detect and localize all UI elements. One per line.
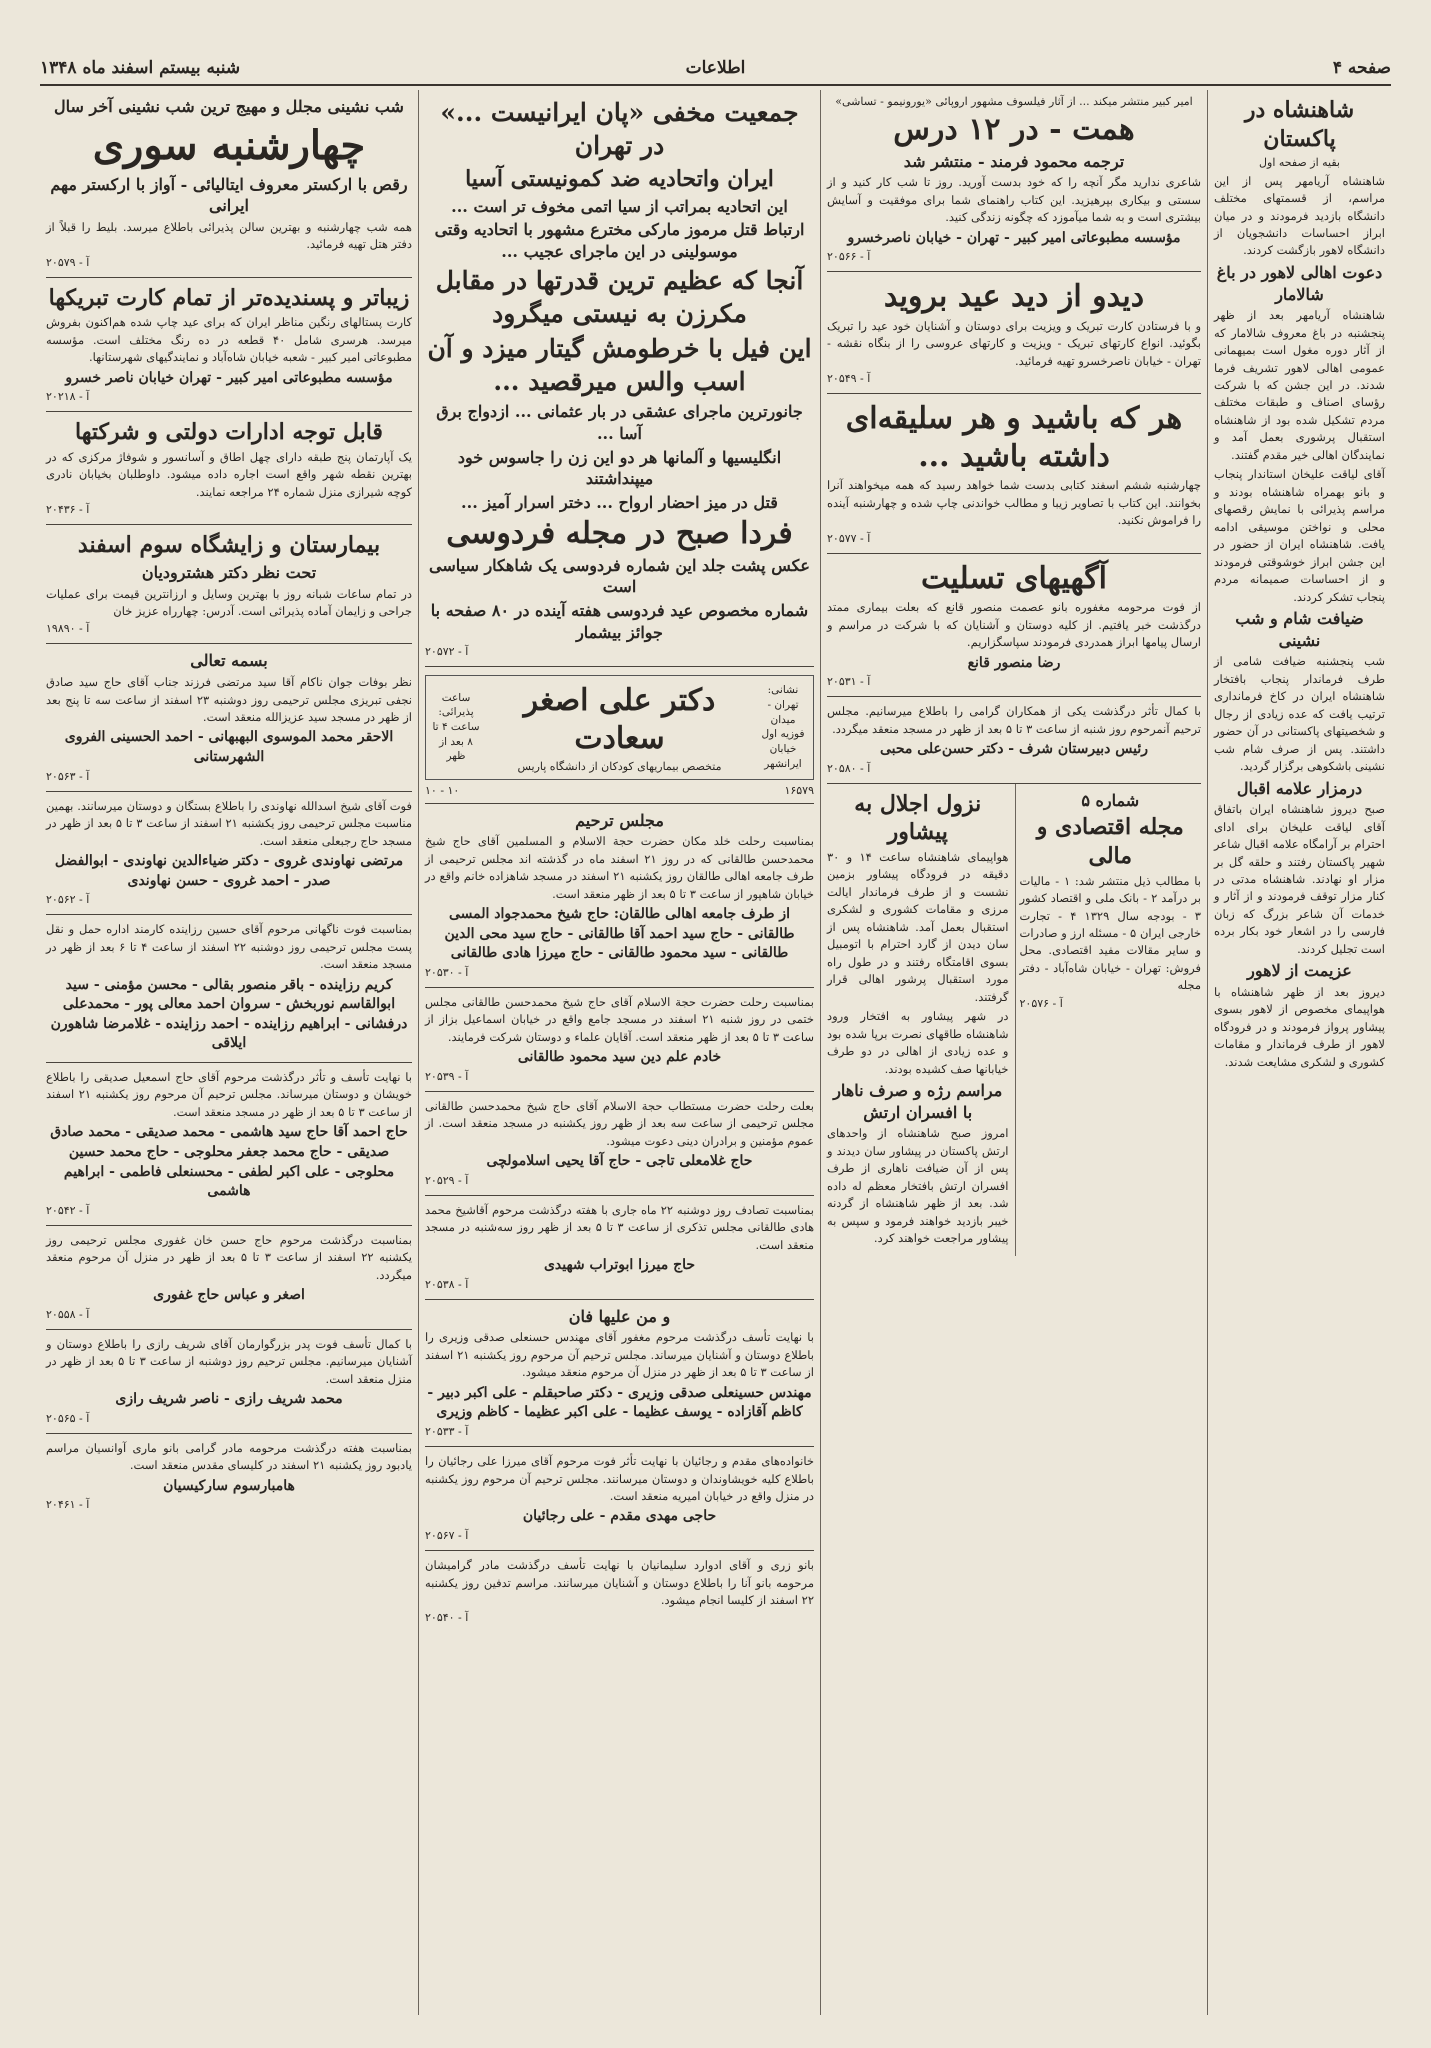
article-subhead: نزول اجلال به پیشاور: [854, 790, 982, 846]
notice-taleghani-3: [425, 1092, 814, 1196]
ad-body: کارت پستالهای رنگین مناظر ایران که برای عید چاپ شده هم‌اکنون بفروش میرسد. هرسری شامل ۴۰ قطعه در ده رنگ مختلف است. مؤسسه مطبوعاتی امیر کبیر - شعبه خیابان شاه‌آباد و نمایندگیهای شهرستانها.: [46, 315, 412, 365]
ad-title: دیدو از دید عید بروید: [883, 279, 1145, 315]
notice-body: خانواده‌های مقدم و رجائیان با نهایت تأثر فوت مرحوم آقای میرزا علی رجائیان را باطلاع کلیه خویشاوندان و دوستان میرسانند. مجلس ترحیم آن مرحوم روز یکشنبه در منزل واقع در خیابان امیریه منعقد است.: [425, 1454, 814, 1503]
article-paragraph: آقای لیاقت علیخان استاندار پنجاب و بانو بهمراه شاهنشاه بودند و مراسم پذیرائی با نمایش رقصهای محلی و نواختن موسیقی ادامه یافت. شاهنشاه ایران از حضور در این جشن ابراز خوشوقتی فرمودند و از احساسات صمیمانه مردم پنجاب تشکر کردند.: [1214, 467, 1385, 604]
notice-code: آ - ۲۰۵۶۲: [46, 893, 90, 907]
ad-code: آ - ۱۹۸۹۰: [46, 622, 90, 636]
article-paragraph: صبح دیروز شاهنشاه ایران باتفاق آقای لیاقت علیخان برای ادای احترام بر آرامگاه علامه اقبال شاعر شهیر پاکستان رفتند و حلقه گل بر مزار او نهادند. شاهنشاه مدتی در کنار مزار توقف فرمودند و از آثار و خدمات آن شاعر بزرگ که زبان فارسی را در اشعار خود بکار برده است تجلیل کردند.: [1214, 802, 1385, 956]
notice-signature: خادم علم دین سید محمود طالقانی: [517, 1049, 722, 1066]
subcolumn-peshawar: [827, 784, 1009, 1256]
article-paragraph: شاهنشاه آریامهر بعد از ظهر پنجشنبه در باغ معروف شالامار که از آثار دوره مغول است بمیهمانی عمومی اهالی لاهور تشریف فرما شدند. در این جشن که با شرکت رؤسای اصناف و طبقات مختلف مردم تشکیل شده بود از شاهنشاه استقبال پرشوری بعمل آمد و نمایندگان اهالی خیر مقدم گفتند.: [1214, 308, 1385, 462]
article-title: شاهنشاه در پاکستان: [1244, 97, 1355, 152]
doctor-box: [425, 675, 814, 779]
notice-soleimanian: [425, 1551, 814, 1632]
article-paragraph: دیروز بعد از ظهر شاهنشاه با هواپیمای مخصوص از لاهور بسوی پیشاور پرواز فرمودند و در فرودگاه لاهور از طرف فرماندار و مقامات کشوری و لشکری مشایعت شدند.: [1214, 984, 1385, 1069]
ad-ferdowsi-magazine: [425, 90, 814, 667]
notice-code: آ - ۲۰۵۴۲: [46, 1203, 90, 1217]
headline: جانورترین ماجرای عشقی در بار عثمانی ... ازدواج برق آسا ...: [436, 402, 803, 443]
notice-title: و من علیها فان: [568, 1306, 671, 1326]
page-number: صفحه ۴: [1332, 58, 1391, 78]
article-subhead: مراسم رژه و صرف ناهار با افسران ارتش: [833, 1081, 1003, 1122]
ad-code: آ - ۲۰۵۶۶: [827, 250, 871, 264]
section-title: آگهیهای تسلیت: [921, 560, 1107, 596]
notice-razayandeh: [46, 915, 412, 1063]
notice-body: بمناسبت درگذشت مرحوم حاج حسن خان غفوری مجلس ترحیمی روز یکشنبه ۲۲ اسفند از ساعت ۳ تا ۵ بعد از ظهر در منزل آن مرحوم منعقد میگردد.: [46, 1232, 412, 1282]
ad-title: هر که باشید و هر سلیقه‌ای داشته باشید ...: [845, 401, 1183, 474]
notice-body: بمناسبت فوت ناگهانی مرحوم آقای حسین رزاینده کارمند اداره حمل و نقل پست مجلس ترحیمی روز دوشنبه ۲۲ اسفند از ساعت ۴ تا ۶ بعد از ظهر در مسجد منعقد است.: [46, 922, 412, 972]
ad-code: آ - ۲۰۵۷۷: [827, 531, 871, 545]
notice-ghafouri: [46, 1226, 412, 1330]
notice-code: آ - ۲۰۵۲۹: [425, 1173, 469, 1187]
ad-title: بیمارستان و زایشگاه سوم اسفند: [77, 532, 381, 559]
article-paragraph: در شهر پیشاور به افتخار ورود شاهنشاه طاقهای نصرت برپا شده بود و عده زیادی از اهالی در دو طرف خیابانها صف کشیده بودند.: [827, 1009, 1009, 1076]
notice-rajaiyan: [425, 1447, 814, 1551]
notice-body: فوت آقای شیخ اسدالله نهاوندی را باطلاع بستگان و دوستان میرسانند. بهمین مناسبت مجلس ترحیمی روز یکشنبه ۲۱ اسفند از ساعت ۳ تا ۵ بعد از ظهر در مسجد حاج رجبعلی منعقد است.: [46, 798, 412, 848]
notice-signature: مرتضی نهاوندی غروی - دکتر ضیاءالدین نهاوندی - ابوالفضل صدر - احمد غروی - حسن نهاوندی: [54, 853, 404, 889]
notice-code: آ - ۲۰۵۶۳: [46, 769, 90, 783]
ad-subtitle: رقص با ارکستر معروف ایتالیائی - آواز با ارکستر مهم ایرانی: [50, 174, 408, 216]
ad-body: و با فرستادن کارت تبریک و ویزیت برای دوستان و آشنایان خود عید را تبریک بگوئید. انواع کارتهای تبریک - ویزیت و کارتهای عروسی را از بنگاه نقشه - تهران - خیابان ناصرخسرو تهیه فرمائید.: [827, 318, 1201, 368]
subcolumn-magazine: [1015, 784, 1202, 1256]
notice-body: نظر بوفات جوان ناکام آقا سید مرتضی فرزند جناب آقای حاج سید صادق نجفی تبریزی مجلس ترحیمی روز دوشنبه ۲۳ اسفند از ساعت سه تا پنج بعد از ظهر در مسجد سید عزیزالله منعقد است.: [46, 675, 413, 724]
article-subhead: دعوت اهالی لاهور در باغ شالامار: [1216, 262, 1383, 304]
notice-signature: مهندس حسینعلی صدقی وزیری - دکتر صاحبقلم - علی اکبر دبیر - کاظم آقازاده - یوسف عظیما - علی اکبر عظیما - کاظم وزیری: [427, 1384, 812, 1421]
headline: شماره مخصوص عید فردوسی هفته آینده در ۸۰ صفحه با جوائز بیشمار: [430, 601, 809, 642]
notice-shahidi: [425, 1196, 814, 1300]
notice-code: آ - ۲۰۵۳۸: [425, 1277, 469, 1291]
column-pakistan-visit: [1208, 90, 1391, 2015]
doctor-hours: ساعت پذیرائی: ساعت ۴ تا ۸ بعد از ظهر: [432, 691, 480, 763]
headline: انگلیسیها و آلمانها هر دو این زن را جاسوس خود میپنداشتند: [457, 447, 782, 489]
magazine-title: مجله اقتصادی و مالی: [1036, 814, 1184, 870]
notice-code: آ - ۲۰۵۳۳: [425, 1425, 469, 1439]
notice-sharif-razi: [46, 1330, 412, 1434]
notice-code: آ - ۲۰۵۶۷: [425, 1529, 469, 1543]
notice-sedghi-vaziri: [425, 1300, 814, 1447]
ad-chaharshanbe-souri: [46, 90, 412, 278]
article-paragraph: امروز صبح شاهنشاه از واحدهای ارتش پاکستان در پیشاور سان دیدند و پس از آن ضیافت ناهاری از طرف افسران ارتش بافتخار معظم له داده شد. بعد از ظهر شاهنشاه از گردنه خیبر بازدید خواهند فرمود و سپس به پیشاور مراجعت خواهند کرد.: [827, 1126, 1009, 1246]
notice-signature: حاج احمد آقا حاج سید هاشمی - محمد صدیقی - محمد صادق صدیقی - حاج محمد جعفر محلوجی - حاج محمد حسین محلوجی - علی اکبر لطفی - محسنعلی فاطمی - ابراهیم هاشمی: [50, 1124, 408, 1200]
ad-book-himmat: [827, 90, 1201, 272]
ad-code: آ - ۲۰۵۷۹: [46, 255, 90, 269]
column-ads-notices-left: [40, 90, 418, 2015]
ad-code: ۱۶۵۷۹: [784, 783, 814, 797]
ad-code: آ - ۲۰۴۳۶: [46, 503, 90, 517]
article-subhead: عزیمت از لاهور: [1247, 961, 1352, 981]
headline: فردا صبح در مجله فردوسی: [446, 516, 793, 552]
page-header: [40, 54, 1391, 84]
ad-body: همه شب چهارشنبه و بهترین سالن پذیرائی باطلاع میرسد. بلیط را قبلاً از دفتر هتل تهیه فرمائید.: [46, 219, 412, 252]
ad-taste: [827, 394, 1201, 553]
headline: آنجا که عظیم ترین قدرتها در مقابل مکرزن به نیستی میگرود: [435, 266, 804, 328]
notice-code: آ - ۲۰۵۳۰: [425, 965, 469, 979]
notice-body: از فوت مرحومه مغفوره بانو عصمت منصور قانع که بعلت بیماری ممتد درگذشت خبر یافتیم. از کلیه دوستان و آشنایان که با شرکت در مراسم و ارسال پیامها ابراز همدردی فرمودند سپاسگزاریم.: [827, 600, 1201, 650]
notice-code: آ - ۲۰۵۳۹: [425, 1069, 469, 1083]
notice-body: بمناسبت هفته درگذشت مرحومه مادر گرامی بانو ماری آوانسیان مراسم یادبود روز یکشنبه ۲۱ اسفند در کلیسای مقدس منعقد است.: [46, 1440, 412, 1473]
notice-body: بمناسبت رحلت حضرت حجة الاسلام آقای حاج شیخ محمدحسن طالقانی مجلس ختمی در روز شنبه ۲۱ اسفند در مسجد جامع واقع در خیابان اسماعیل بزاز از ساعت ۳ تا ۵ بعد از ظهر منعقد است. آقایان علماء و دوستان شرکت فرمایند.: [425, 994, 814, 1044]
notice-body: بمناسبت رحلت خلد مکان حضرت حجة الاسلام و المسلمین آقای حاج شیخ محمدحسن طالقانی که در روز ۲۱ اسفند ماه در گذشته اند مجلس ترحیمی از طرف جامعه اهالی طالقان روز یکشنبه ۲۱ اسفند در مسجد شاهزاده خانم واقع در خیابان شاهپور از ساعت ۳ تا ۵ بعد از ظهر منعقد است.: [425, 834, 814, 901]
ad-code: آ - ۲۰۵۷۶: [1019, 996, 1063, 1010]
ad-apartment: [46, 412, 412, 525]
ad-kicker: امیر کبیر منتشر میکند ... از آثار فیلسوف مشهور اروپائی «یورونیمو - تساشی»: [835, 95, 1193, 108]
notice-signature: رضا منصور قانع: [967, 654, 1061, 671]
ad-code: آ - ۲۰۵۴۹: [827, 372, 871, 386]
ad-publisher: مؤسسه مطبوعاتی امیر کبیر - تهران - خیابان ناصرخسرو: [847, 229, 1181, 246]
notice-signature: کریم رزاینده - باقر منصور بقالی - محسن مؤمنی - سید ابوالقاسم نوربخش - سروان احمد معالی پور - محمدعلی درفشانی - ابراهیم رزاینده - احمد رزاینده - غلامرضا شاهورن ایلاقی: [50, 976, 408, 1052]
notice-sedighi: [46, 1063, 412, 1226]
notice-body: با کمال تأثر درگذشت یکی از همکاران گرامی را باطلاع میرسانیم. مجلس ترحیم آنمرحوم روز شنبه از ساعت ۳ تا ۵ بعد از ظهر در مسجد منعقد میگردد.: [827, 704, 1201, 736]
headline: این اتحادیه بمراتب از سیا اتمی مخوف تر است ...: [451, 196, 788, 216]
notice-signature: حاجی مهدی مقدم - علی رجائیان: [522, 1508, 717, 1525]
doctor-name: دکتر علی اصغر سعادت: [523, 683, 716, 756]
notice-code: آ - ۲۰۵۳۱: [827, 675, 871, 689]
header-rule: [40, 84, 1391, 86]
ad-code: ۱۰ - ۱۰: [425, 783, 460, 797]
notice-signature: هامبارسوم سارکیسیان: [163, 1477, 295, 1494]
headline: این فیل با خرطومش گیتار میزد و آن اسب والس میرقصید ...: [427, 334, 812, 396]
ad-title: چهارشنبه سوری: [92, 121, 366, 169]
article-subhead: درمزار علامه اقبال: [1236, 778, 1363, 798]
ad-body: چهارشنبه ششم اسفند کتابی بدست شما خواهد رسید که همه میخواهند آنرا بخوانند. این کتاب با تصاویر زیبا و مطالب خواندنی چاپ شده و چهارشنبه آینده را فراموش نکنید.: [827, 478, 1201, 528]
notice-sarkisian: [46, 1434, 412, 1520]
notice-signature: رئیس دبیرستان شرف - دکتر حسن‌علی محبی: [879, 741, 1149, 758]
ad-body: یک آپارتمان پنج طبقه دارای چهل اطاق و آسانسور و شوفاژ مرکزی که در بهترین نقطه شهر واقع است اجاره داده میشود. داوطلبان بخیابان نادری کوچه شیرازی منزل شماره ۲۴ مراجعه نمایند.: [46, 449, 412, 499]
headline: قتل در میز احضار ارواح ... دختر اسرار آمیز ...: [461, 492, 778, 512]
magazine-body: با مطالب ذیل منتشر شد: ۱ - مالیات بر درآمد ۲ - بانک ملی و اقتصاد کشور ۳ - بودجه سال ۱۳۲۹ ۴ - تجارت خارجی ایران ۵ - مسئله ارز و صادرات و سایر مقالات مفید اقتصادی. محل فروش: تهران - خیابان شاه‌آباد - دفتر مجله: [1019, 873, 1201, 993]
column-ads-condolences: [821, 90, 1207, 2015]
notice-taleghani-2: [425, 988, 814, 1092]
notice-body: با نهایت تأسف درگذشت مرحوم مغفور آقای مهندس حسنعلی صدقی وزیری را باطلاع دوستان و آشنایان میرساند. مجلس ترحیم آن مرحوم روز یکشنبه ۲۱ اسفند از ساعت ۳ تا ۵ بعد از ظهر در منزل آن مرحوم منعقد میشود.: [425, 1330, 815, 1380]
notice-code: آ - ۲۰۵۶۵: [46, 1411, 90, 1425]
ad-publisher: مؤسسه مطبوعاتی امیر کبیر - تهران خیابان ناصر خسرو: [65, 369, 393, 386]
ad-subtitle: ترجمه محمود فرمند - منتشر شد: [903, 151, 1125, 171]
newspaper-name: اطلاعات: [685, 58, 746, 78]
ad-title: همت - در ۱۲ درس: [893, 112, 1135, 148]
headline: جمعیت مخفی «پان ایرانیست ...» در تهران: [440, 98, 799, 160]
notice-title: بسمه تعالی: [190, 651, 268, 671]
ad-economic-magazine: [1020, 784, 1202, 1018]
notice-najafi: [46, 644, 412, 791]
ad-hospital: [46, 525, 412, 644]
condolence-notice: [827, 697, 1201, 784]
ad-title: زیباتر و پسندیده‌تر از تمام کارت تبریکها: [48, 284, 410, 311]
issue-date: شنبه بیستم اسفند ماه ۱۳۴۸: [40, 58, 241, 78]
headline: ایران واتحادیه ضد کمونیستی آسیا: [465, 166, 774, 192]
article-paragraph: هواپیمای شاهنشاه ساعت ۱۴ و ۳۰ دقیقه در فرودگاه پیشاور بزمین نشست و از طرف فرماندار ایالت مرزی و مقامات کشوری و لشکری استقبال بعمل آمد. شاهنشاه پس از سان دیدن از گارد احترام با اتومبیل بسوی اقامتگاه رفتند و در طول راه مورد استقبال پرشور اهالی قرار گرفتند.: [827, 850, 1009, 1004]
notice-signature: حاج میرزا ابوتراب شهیدی: [543, 1257, 696, 1274]
ad-title: قابل توجه ادارات دولتی و شرکتها: [75, 419, 383, 446]
notice-code: آ - ۲۰۴۶۱: [46, 1498, 90, 1512]
notice-signature: الاحقر محمد الموسوی البهبهانی - احمد الحسینی الفروی الشهرستانی: [64, 729, 394, 766]
doctor-specialty: متخصص بیماریهای کودکان از دانشگاه پاریس: [517, 760, 722, 774]
notice-body: بمناسبت تصادف روز دوشنبه ۲۲ ماه جاری با هفته درگذشت مرحوم آقاشیخ محمد هادی طالقانی مجلس تذکری از ساعت ۳ تا ۵ بعد از ظهر روز سه‌شنبه در مسجد منعقد است.: [425, 1202, 815, 1252]
notice-body: بعلت رحلت حضرت مستطاب حجة الاسلام آقای حاج شیخ محمدحسن طالقانی مجلس ترحیمی از ساعت سه بعد از ظهر روز یکشنبه در مسجد منعقد است. از عموم مؤمنین و برادران دینی دعوت میشود.: [425, 1098, 814, 1148]
notice-code: آ - ۲۰۵۴۰: [425, 1611, 469, 1625]
notice-body: با کمال تأسف فوت پدر بزرگوارمان آقای شریف رازی را باطلاع دوستان و آشنایان میرسانیم. مجلس ترحیم روز دوشنبه از ساعت ۳ تا ۵ بعد از ظهر در منزل منعقد است.: [46, 1336, 412, 1386]
ad-code: آ - ۲۰۲۱۸: [46, 390, 90, 404]
ad-body: در تمام ساعات شبانه روز با بهترین وسایل و ارزانترین قیمت برای عملیات جراحی و زایمان آماده پذیرائی است. آدرس: چهارراه عزیز خان: [46, 586, 412, 618]
article-paragraph: شاهنشاه آریامهر پس از این مراسم، از قسمتهای مختلف دانشگاه بازدید فرمودند و در میان ابراز احساسات دانشجویان از دانشگاه لاهور بازگشت کردند.: [1214, 173, 1385, 258]
ad-eid-cards: [827, 272, 1201, 394]
article-paragraph: شب پنجشنبه ضیافت شامی از طرف فرماندار پنجاب بافتخار شاهنشاه ایران در کاخ فرمانداری ترتیب یافت که عده زیادی از رجال و شخصیتهای پاکستانی در آن حضور داشتند. پس از صرف شام شب نشینی باشکوهی برگزار گردید.: [1214, 654, 1385, 774]
ad-subtitle: تحت نظر دکتر هشترودیان: [141, 562, 317, 582]
magazine-issue: شماره ۵: [1081, 790, 1140, 810]
ad-doctor: [425, 667, 814, 803]
article-subhead: ضیافت شام و شب نشینی: [1235, 609, 1364, 650]
notice-title: مجلس ترحیم: [575, 810, 664, 830]
continued-note: بقیه از صفحه اول: [1259, 156, 1340, 170]
notice-taleghani-1: [425, 804, 814, 988]
notice-body: بانو زری و آقای ادوارد سلیمانیان با نهایت تأسف درگذشت مادر گرامیشان مرحومه بانو آنا را باطلاع دوستان و آشنایان میرسانند. مراسم تدفین روز یکشنبه ۲۲ اسفند از کلیسا انجام میشود.: [425, 1558, 814, 1607]
ad-body: شاعری ندارید مگر آنچه را که خود بدست آورید. روز تا شب کار کنید و از سستی و بیکاری بپرهیزید. این کتاب راهنمای شما برای موفقیت و آسایش بیشتری است و به شما میآموزد که چگونه زندگی کنید.: [827, 175, 1201, 225]
ad-code: آ - ۲۰۵۷۲: [425, 645, 469, 659]
notice-signature: حاج غلامعلی تاجی - حاج آقا یحیی اسلامولچی: [486, 1153, 753, 1170]
headline: عکس پشت جلد این شماره فردوسی یک شاهکار سیاسی است: [429, 555, 810, 597]
notice-body: با نهایت تأسف و تأثر درگذشت مرحوم آقای حاج اسمعیل صدیقی را باطلاع خویشان و دوستان میرساند. مجلس ترحیم آن مرحوم روز یکشنبه ۲۱ اسفند از ساعت ۳ تا ۵ بعد از ظهر در مسجد منعقد است.: [46, 1070, 412, 1119]
notice-code: آ - ۲۰۵۵۸: [46, 1307, 90, 1321]
notice-nahavandi: [46, 792, 412, 916]
ad-kicker: شب نشینی مجلل و مهیج ترین شب نشینی آخر سال: [54, 97, 404, 116]
notice-signature: از طرف جامعه اهالی طالقان: حاج شیخ محمدجواد المسی طالقانی - حاج سید احمد آقا طالقانی - حاج سید محی الدین طالقانی - سید محمود طالقانی - حاج میرزا هادی طالقانی: [444, 906, 795, 962]
doctor-address: نشانی: تهران - میدان فوزیه اول خیابان ایرانشهر: [761, 684, 805, 770]
notice-signature: محمد شریف رازی - ناصر شریف رازی: [115, 1391, 343, 1408]
ad-greeting-cards: [46, 278, 412, 413]
notice-code: آ - ۲۰۵۸۰: [827, 761, 871, 775]
column-ferdowsi-notices: [419, 90, 820, 2015]
condolence-section: [827, 554, 1201, 698]
article-shah-pakistan: [1214, 90, 1385, 1079]
article-peshawar: [827, 784, 1009, 1256]
headline: ارتباط قتل مرموز مارکی مخترع مشهور با اتحادیه وقتی موسولینی در این ماجرای عجیب ...: [434, 220, 805, 261]
notice-signature: اصغر و عباس حاج غفوری: [153, 1287, 305, 1304]
